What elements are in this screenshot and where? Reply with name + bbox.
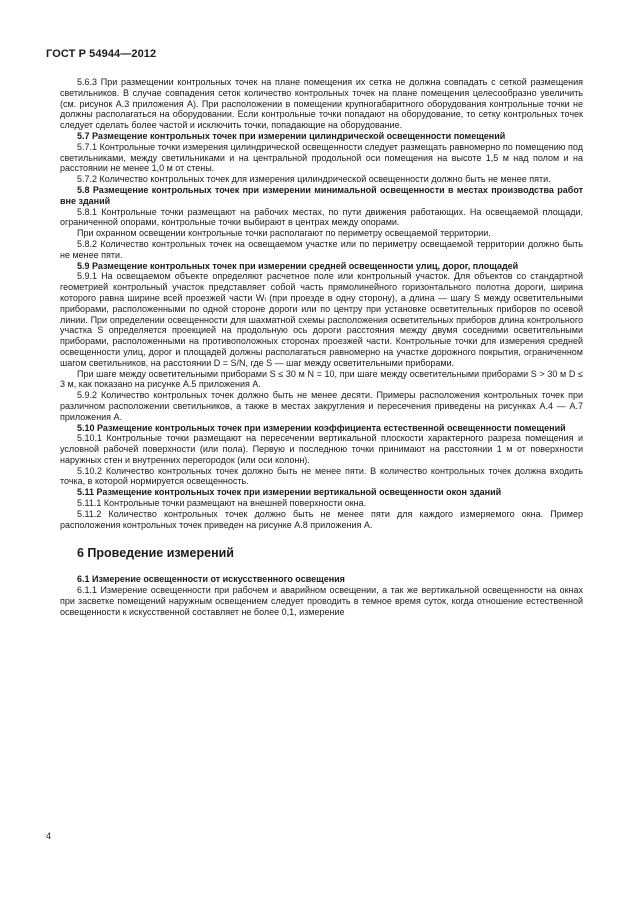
paragraph-5-10-1: 5.10.1 Контрольные точки размещают на пересечении вертикальной плоскости характерного разреза помещения и условной рабочей поверхности (или пола). Первую и последнюю точки принимают на расстоянии 1 м от поверхности наружных стен и внутренних перегородок (или оси колонн).: [60, 433, 583, 465]
heading-5-11: 5.11 Размещение контрольных точек при измерении вертикальной освещенности окон зданий: [77, 487, 502, 498]
paragraph-5-10-2: 5.10.2 Количество контрольных точек должно быть не менее пяти. В количество контрольных точек должна входить точка, в которой нормируется освещенность.: [60, 465, 583, 487]
paragraph-5-11-1: 5.11.1 Контрольные точки размещают на внешней поверхности окна.: [77, 498, 367, 509]
section-6-title: 6 Проведение измерений: [77, 546, 234, 561]
heading-6-1: 6.1 Измерение освещенности от искусственного освещения: [77, 574, 345, 585]
paragraph-5-8-1: 5.8.1 Контрольные точки размещают на рабочих местах, по пути движения работающих. На освещаемой площади, ограниченной опорами, контрольные точки выбирают в центрах между опорами.: [60, 206, 583, 228]
heading-5-7: 5.7 Размещение контрольных точек при измерении цилиндрической освещенности помещений: [77, 130, 506, 141]
standard-header: ГОСТ Р 54944—2012: [46, 48, 157, 60]
document-body: [60, 77, 583, 618]
paragraph-security-lighting: При охранном освещении контрольные точки располагают по периметру освещаемой территории.: [77, 228, 491, 239]
paragraph-5-7-2: 5.7.2 Количество контрольных точек для измерения цилиндрической освещенности должно быть не менее пяти.: [77, 174, 551, 185]
paragraph-5-9-2: 5.9.2 Количество контрольных точек должно быть не менее десяти. Примеры расположения контрольных точек при различном расположении светильников, а также в местах закругления и пересечения приведены на рисунках А.4 — А.7 приложения А.: [60, 390, 583, 422]
paragraph-5-11-2: 5.11.2 Количество контрольных точек должно быть не менее пяти для каждого измеряемого окна. Пример расположения контрольных точек приведен на рисунке А.8 приложения А.: [60, 508, 583, 530]
paragraph-step-rule: При шаге между осветительными приборами S ≤ 30 м N = 10, при шаге между осветительными приборами S > 30 м D ≤ 3 м, как показано на рисунке А.5 приложения А.: [60, 368, 583, 390]
paragraph-5-8-2: 5.8.2 Количество контрольных точек на освещаемом участке или по периметру освещаемой территории должно быть не менее пяти.: [60, 238, 583, 260]
paragraph-5-9-1: 5.9.1 На освещаемом объекте определяют расчетное поле или контрольный участок. Для объектов со стандартной геометрией контрольный участок представляет собой часть прямолинейного горизонтального полотна дороги, ширина которого равна ширине всей проезжей части Wₗ (при проезде в одну сторону), а длина — шагу S между осветительными приборами, расположенными по одной стороне дороги или по центру при установке осветительных приборов по осевой линии. При определении освещенности для шахматной схемы расположения осветительных приборов длина контрольного участка S определяется проекцией на продольную ось дороги расстояния между двумя соседними осветительными приборами, расположенными на противоположных сторонах проезжей части. Контрольные точки для измерения средней освещенности улиц, дорог и площадей должны располагаться равномерно на участке дорожного покрытия, ограниченном шагом светильников, на расстоянии D = S/N, где S — шаг между осветительными приборами.: [60, 271, 583, 368]
heading-5-10: 5.10 Размещение контрольных точек при измерении коэффициента естественной освещенности помещений: [77, 422, 566, 433]
heading-5-8: 5.8 Размещение контрольных точек при измерении минимальной освещенности в местах производства работ вне зданий: [60, 184, 583, 206]
heading-5-9: 5.9 Размещение контрольных точек при измерении средней освещенности улиц, дорог, площадей: [77, 260, 519, 271]
paragraph-5-6-3: 5.6.3 При размещении контрольных точек на плане помещения их сетка не должна совпадать с сеткой размещения светильников. В случае совпадения сеток количество контрольных точек на плане помещения целесообразно увеличить (см. рисунок А.3 приложения А). При расположении в помещении крупногабаритного оборудования контрольные точки не должны располагаться на оборудовании. Если контрольные точки попадают на оборудование, то сетку контрольных точек следует сделать более частой и исключить точки, попадающие на оборудование.: [60, 77, 583, 131]
paragraph-5-7-1: 5.7.1 Контрольные точки измерения цилиндрической освещенности следует размещать равномерно по помещению под светильниками, между светильниками и на центральной продольной оси помещения на высоте 1,5 м над полом и на расстоянии не менее 1,0 м от стены.: [60, 141, 583, 174]
paragraph-6-1-1: 6.1.1 Измерение освещенности при рабочем и аварийном освещении, а так же вертикальной освещенности на окнах при засветке помещений наружным освещением следует проводить в темное время суток, когда отношение естественной освещенности к искусственной составляет не более 0,1, измерение: [60, 585, 583, 617]
page-number: 4: [46, 831, 52, 841]
